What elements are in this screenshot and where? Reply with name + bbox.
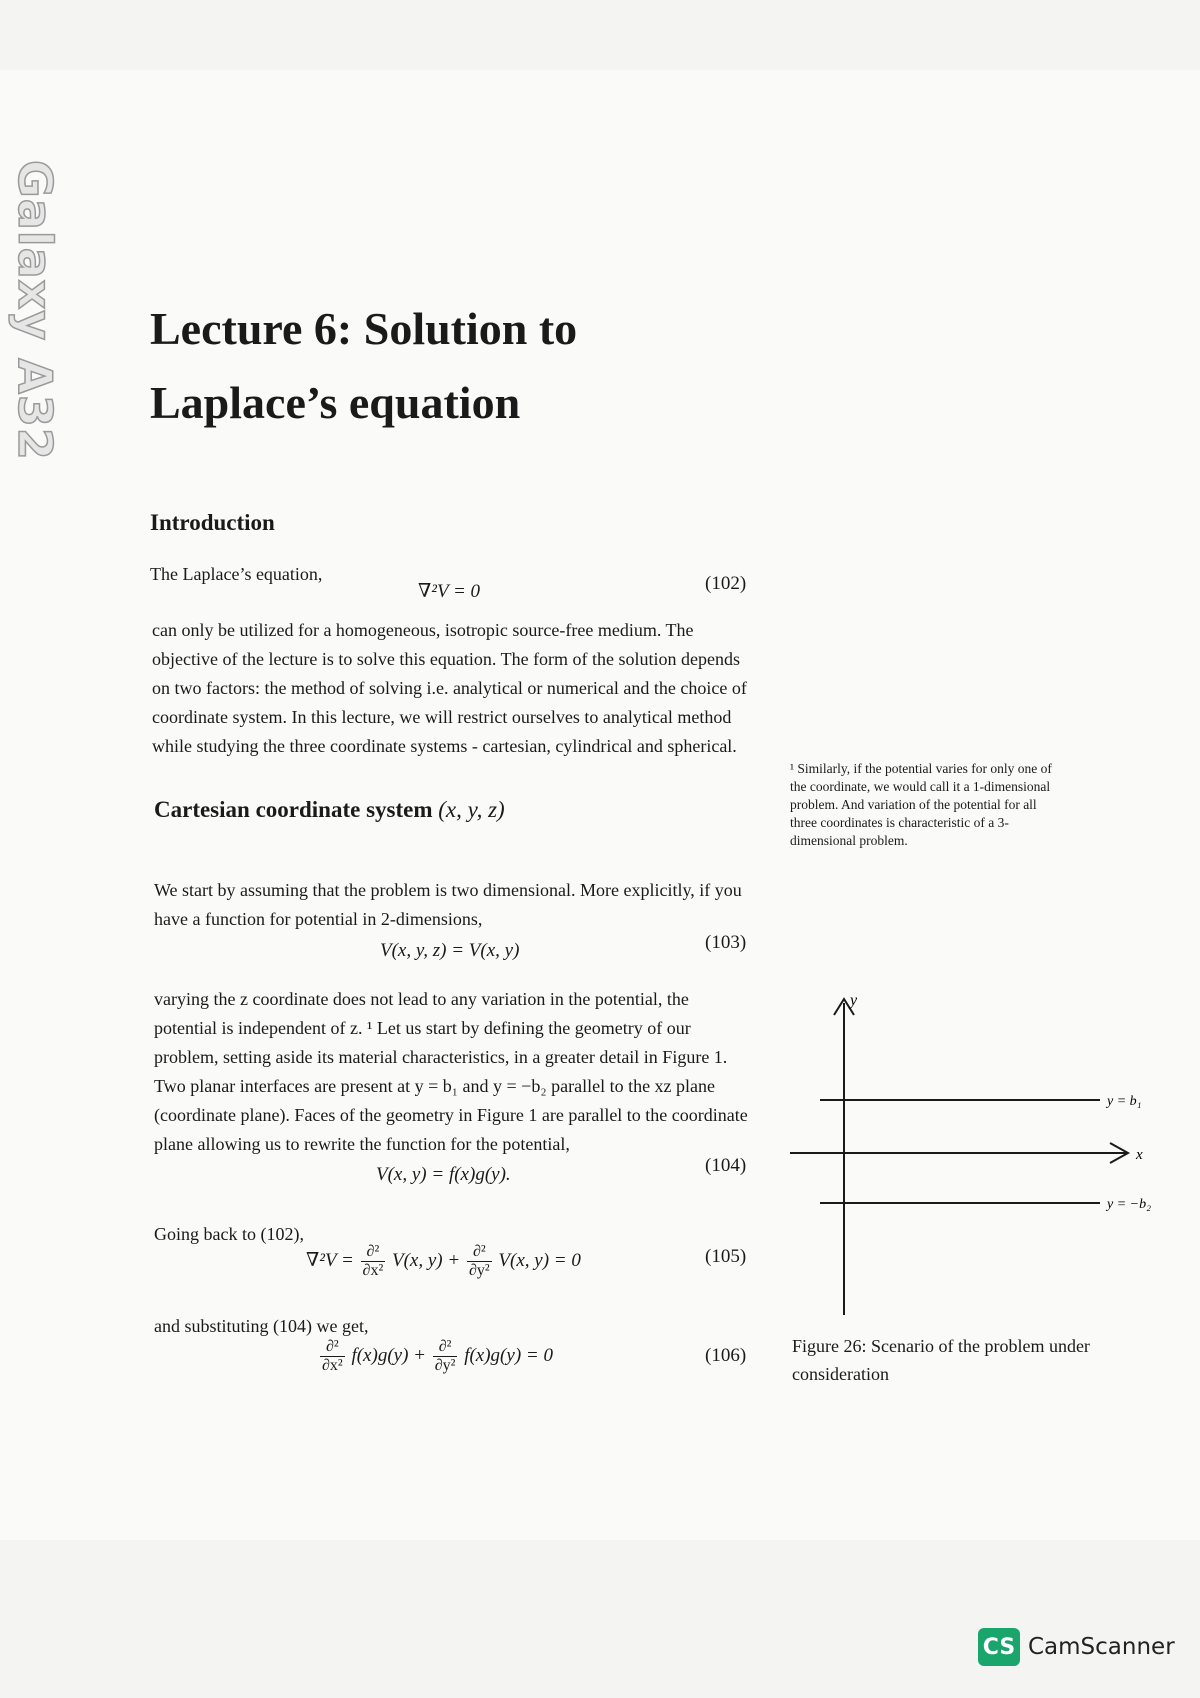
equation-106-term-2: f(x)g(y) = 0 [464,1344,553,1366]
cartesian-paragraph-1: We start by assuming that the problem is two dimensional. More explicitly, if you have a function for potential in 2-dimensions, [154,880,742,929]
eq106-d2-denominator: ∂y² [434,1357,456,1374]
figure-lower-label: y = −b₂ [1107,1197,1151,1212]
equation-105-term-2: V(x, y) = 0 [498,1249,581,1271]
equation-106-body [318,1338,553,1375]
camscanner-badge: CS [978,1628,1020,1666]
equation-102-body: ∇²V = 0 [418,581,481,602]
equation-105-fraction-x [361,1243,386,1280]
equation-105-body [306,1243,581,1280]
eq105-d2-numerator: ∂² [467,1243,492,1262]
cartesian-paragraph-2: varying the z coordinate does not lead to any variation in the potential, the potential is independent of z. ¹ Let us start by defining the geometry of our problem, setting aside its material characteristics, in a greater detail in Figure 1. Two planar interfaces are present at y = b₁ and y = −b₂ parallel to the xz plane (coordinate plane). Faces of the geometry in Figure 1 are parallel to the coordinate plane allowing us to rewrite the function for the potential, [154,989,748,1154]
figure-x-label: x [1136,1147,1143,1163]
device-watermark: Galaxy A32 [8,160,62,461]
eq106-d1-denominator: ∂x² [322,1357,343,1374]
geometry-figure [780,985,1180,1325]
cartesian-heading-vars: (x, y, z) [438,797,505,822]
equation-105-fraction-y [467,1243,492,1280]
intro-paragraph: can only be utilized for a homogeneous, isotropic source-free medium. The objective of the lecture is to solve this equation. The form of the solution depends on two factors: the method of solving i.e. analytical or numerical and the choice of coordinate system. In this lecture, we will restrict ourselves to analytical method while studying the three coordinate systems - cartesian, cylindrical and spherical. [152,620,747,756]
eq106-d1-numerator: ∂² [320,1338,345,1357]
cartesian-paragraph-4: and substituting (104) we get, [154,1316,369,1336]
page-title [150,292,770,440]
camscanner-logo [978,1628,1175,1666]
equation-106-fraction-y [433,1338,458,1375]
equation-105-term-1: V(x, y) + [392,1249,461,1271]
equation-104-body: V(x, y) = f(x)g(y). [376,1164,511,1185]
figure-upper-label: y = b₁ [1107,1094,1142,1109]
cartesian-heading [154,797,505,823]
equation-106-fraction-x [320,1338,345,1375]
eq105-d1-denominator: ∂x² [362,1262,384,1279]
eq105-d2-denominator: ∂y² [468,1262,490,1279]
introduction-heading: Introduction [150,510,275,535]
figure-caption: Figure 26: Scenario of the problem under consideration [792,1336,1090,1384]
title-line-2: Laplace’s equation [150,377,521,428]
equation-106-term-1: f(x)g(y) + [351,1344,426,1366]
figure-y-label: y [850,992,858,1009]
eq105-d1-numerator: ∂² [361,1243,386,1262]
intro-lead: The Laplace’s equation, [150,564,323,584]
cartesian-paragraph-3: Going back to (102), [154,1224,304,1244]
equation-103-number: (103) [705,932,747,953]
equation-105-lhs: ∇²V = [306,1249,354,1271]
equation-106-number: (106) [705,1345,747,1366]
equation-103-body: V(x, y, z) = V(x, y) [380,940,520,961]
cartesian-heading-text: Cartesian coordinate system [154,797,433,822]
eq106-d2-numerator: ∂² [433,1338,458,1357]
equation-105-number: (105) [705,1246,747,1267]
camscanner-text: CamScanner [1028,1634,1175,1660]
equation-102-number: (102) [705,573,747,594]
margin-footnote: ¹ Similarly, if the potential varies for only one of the coordinate, we would call it a 1-dimensional problem. And variation of the potential for all three coordinates is characteristic of a 3-dimensional problem. [790,761,1052,848]
title-line-1: Lecture 6: Solution to [150,303,578,354]
equation-104-number: (104) [705,1155,747,1176]
